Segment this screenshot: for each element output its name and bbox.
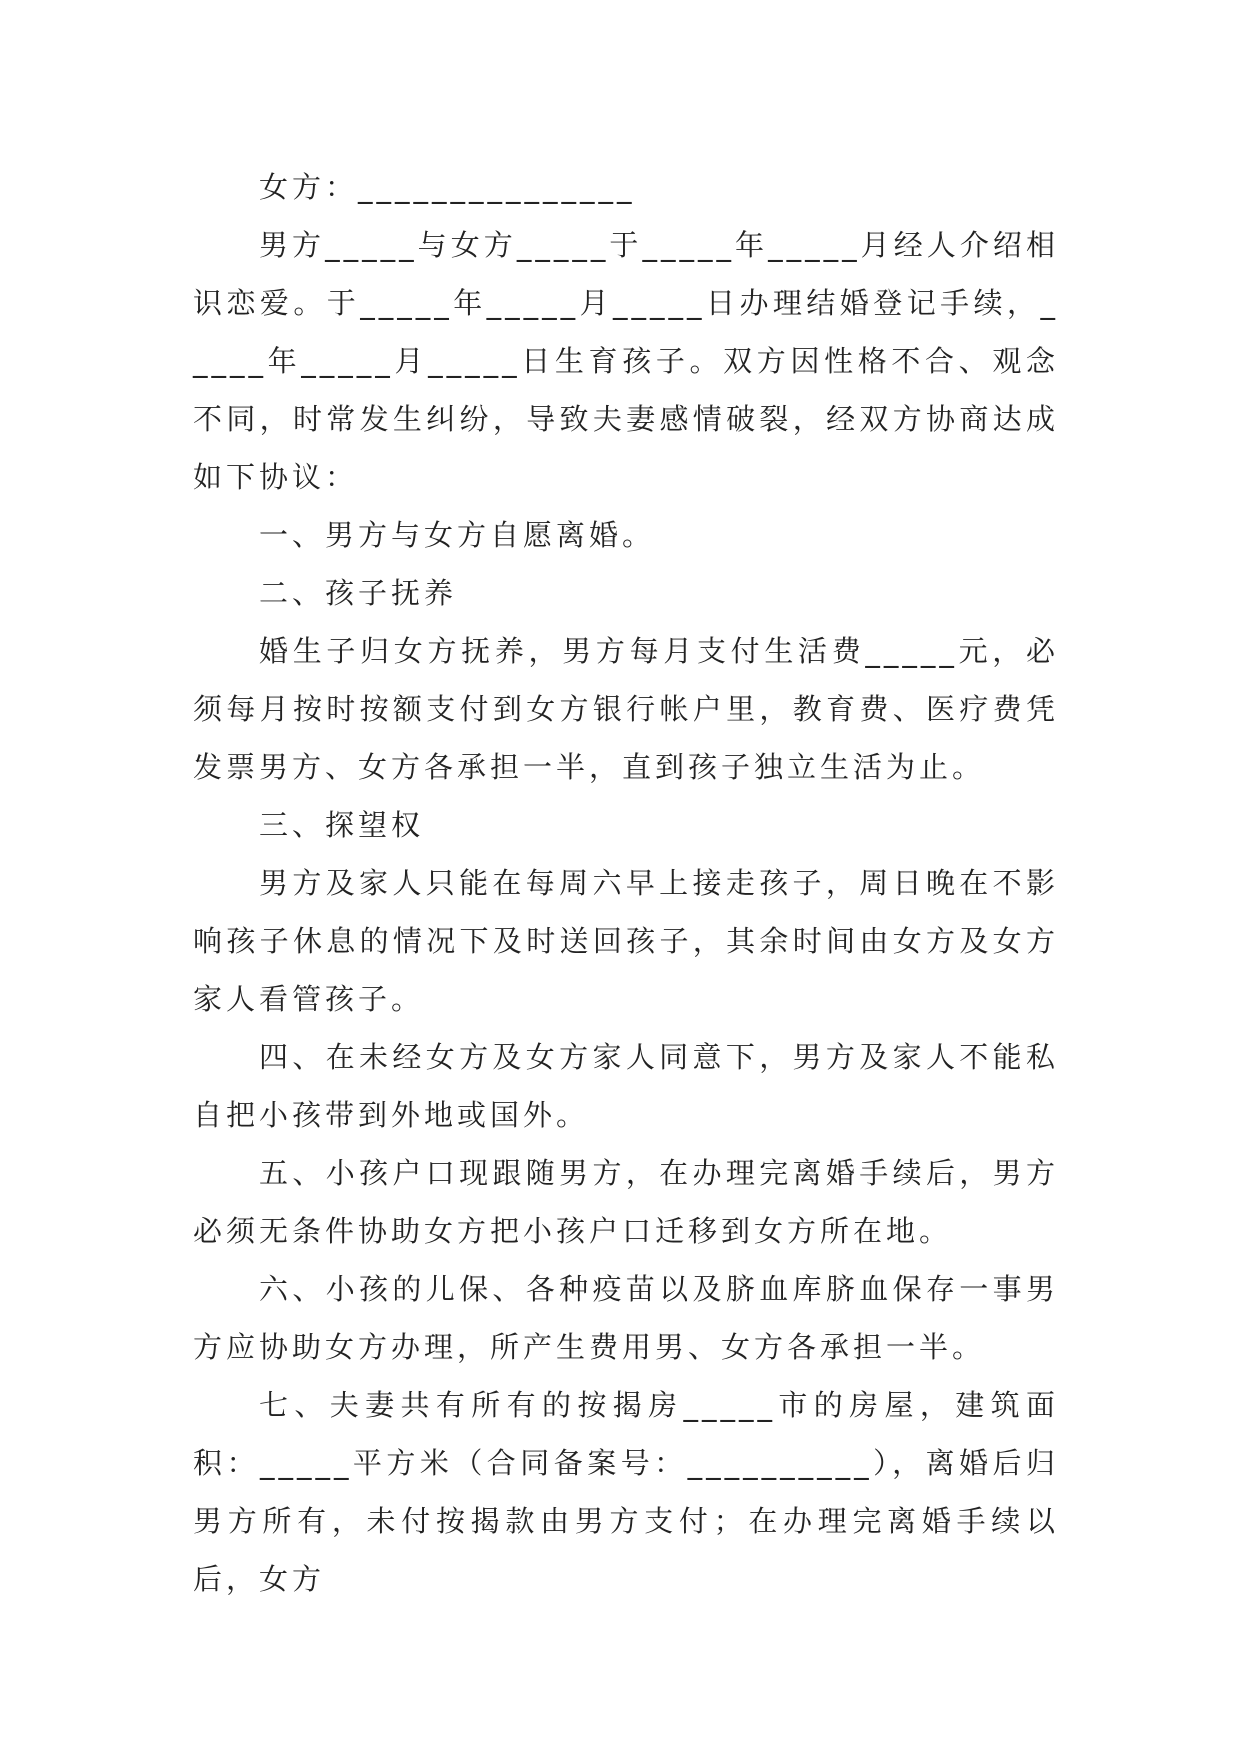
clause-3-body: 男方及家人只能在每周六早上接走孩子，周日晚在不影响孩子休息的情况下及时送回孩子，其余时间由女方及女方家人看管孩子。 bbox=[193, 866, 1059, 1016]
preamble-paragraph: 男方_____与女方_____于_____年_____月经人介绍相识恋爱。于_____年_____月_____日办理结婚登记手续，_____年_____月_____日生育孩子。双方因性格不合、观念不同，时常发生纠纷，导致夫妻感情破裂，经双方协商达成如下协议： bbox=[193, 228, 1059, 494]
clause-4: 四、在未经女方及女方家人同意下，男方及家人不能私自把小孩带到外地或国外。 bbox=[193, 1040, 1059, 1132]
document-body bbox=[193, 158, 1059, 1608]
clause-2-body: 婚生子归女方抚养，男方每月支付生活费_____元，必须每月按时按额支付到女方银行帐户里，教育费、医疗费凭发票男方、女方各承担一半，直到孩子独立生活为止。 bbox=[193, 634, 1059, 784]
clause-7: 七、夫妻共有所有的按揭房_____市的房屋，建筑面积：_____平方米（合同备案号：__________），离婚后归男方所有，未付按揭款由男方支付；在办理完离婚手续以后，女方 bbox=[193, 1388, 1059, 1596]
clause-3-heading: 三、探望权 bbox=[259, 808, 425, 842]
clause-5: 五、小孩户口现跟随男方，在办理完离婚手续后，男方必须无条件协助女方把小孩户口迁移到女方所在地。 bbox=[193, 1156, 1059, 1248]
clause-1-divorce: 一、男方与女方自愿离婚。 bbox=[259, 518, 656, 552]
clause-6: 六、小孩的儿保、各种疫苗以及脐血库脐血保存一事男方应协助女方办理，所产生费用男、女方各承担一半。 bbox=[193, 1272, 1059, 1364]
clause-2-heading: 二、孩子抚养 bbox=[259, 576, 458, 610]
female-party-line: 女方：_______________ bbox=[259, 170, 636, 204]
